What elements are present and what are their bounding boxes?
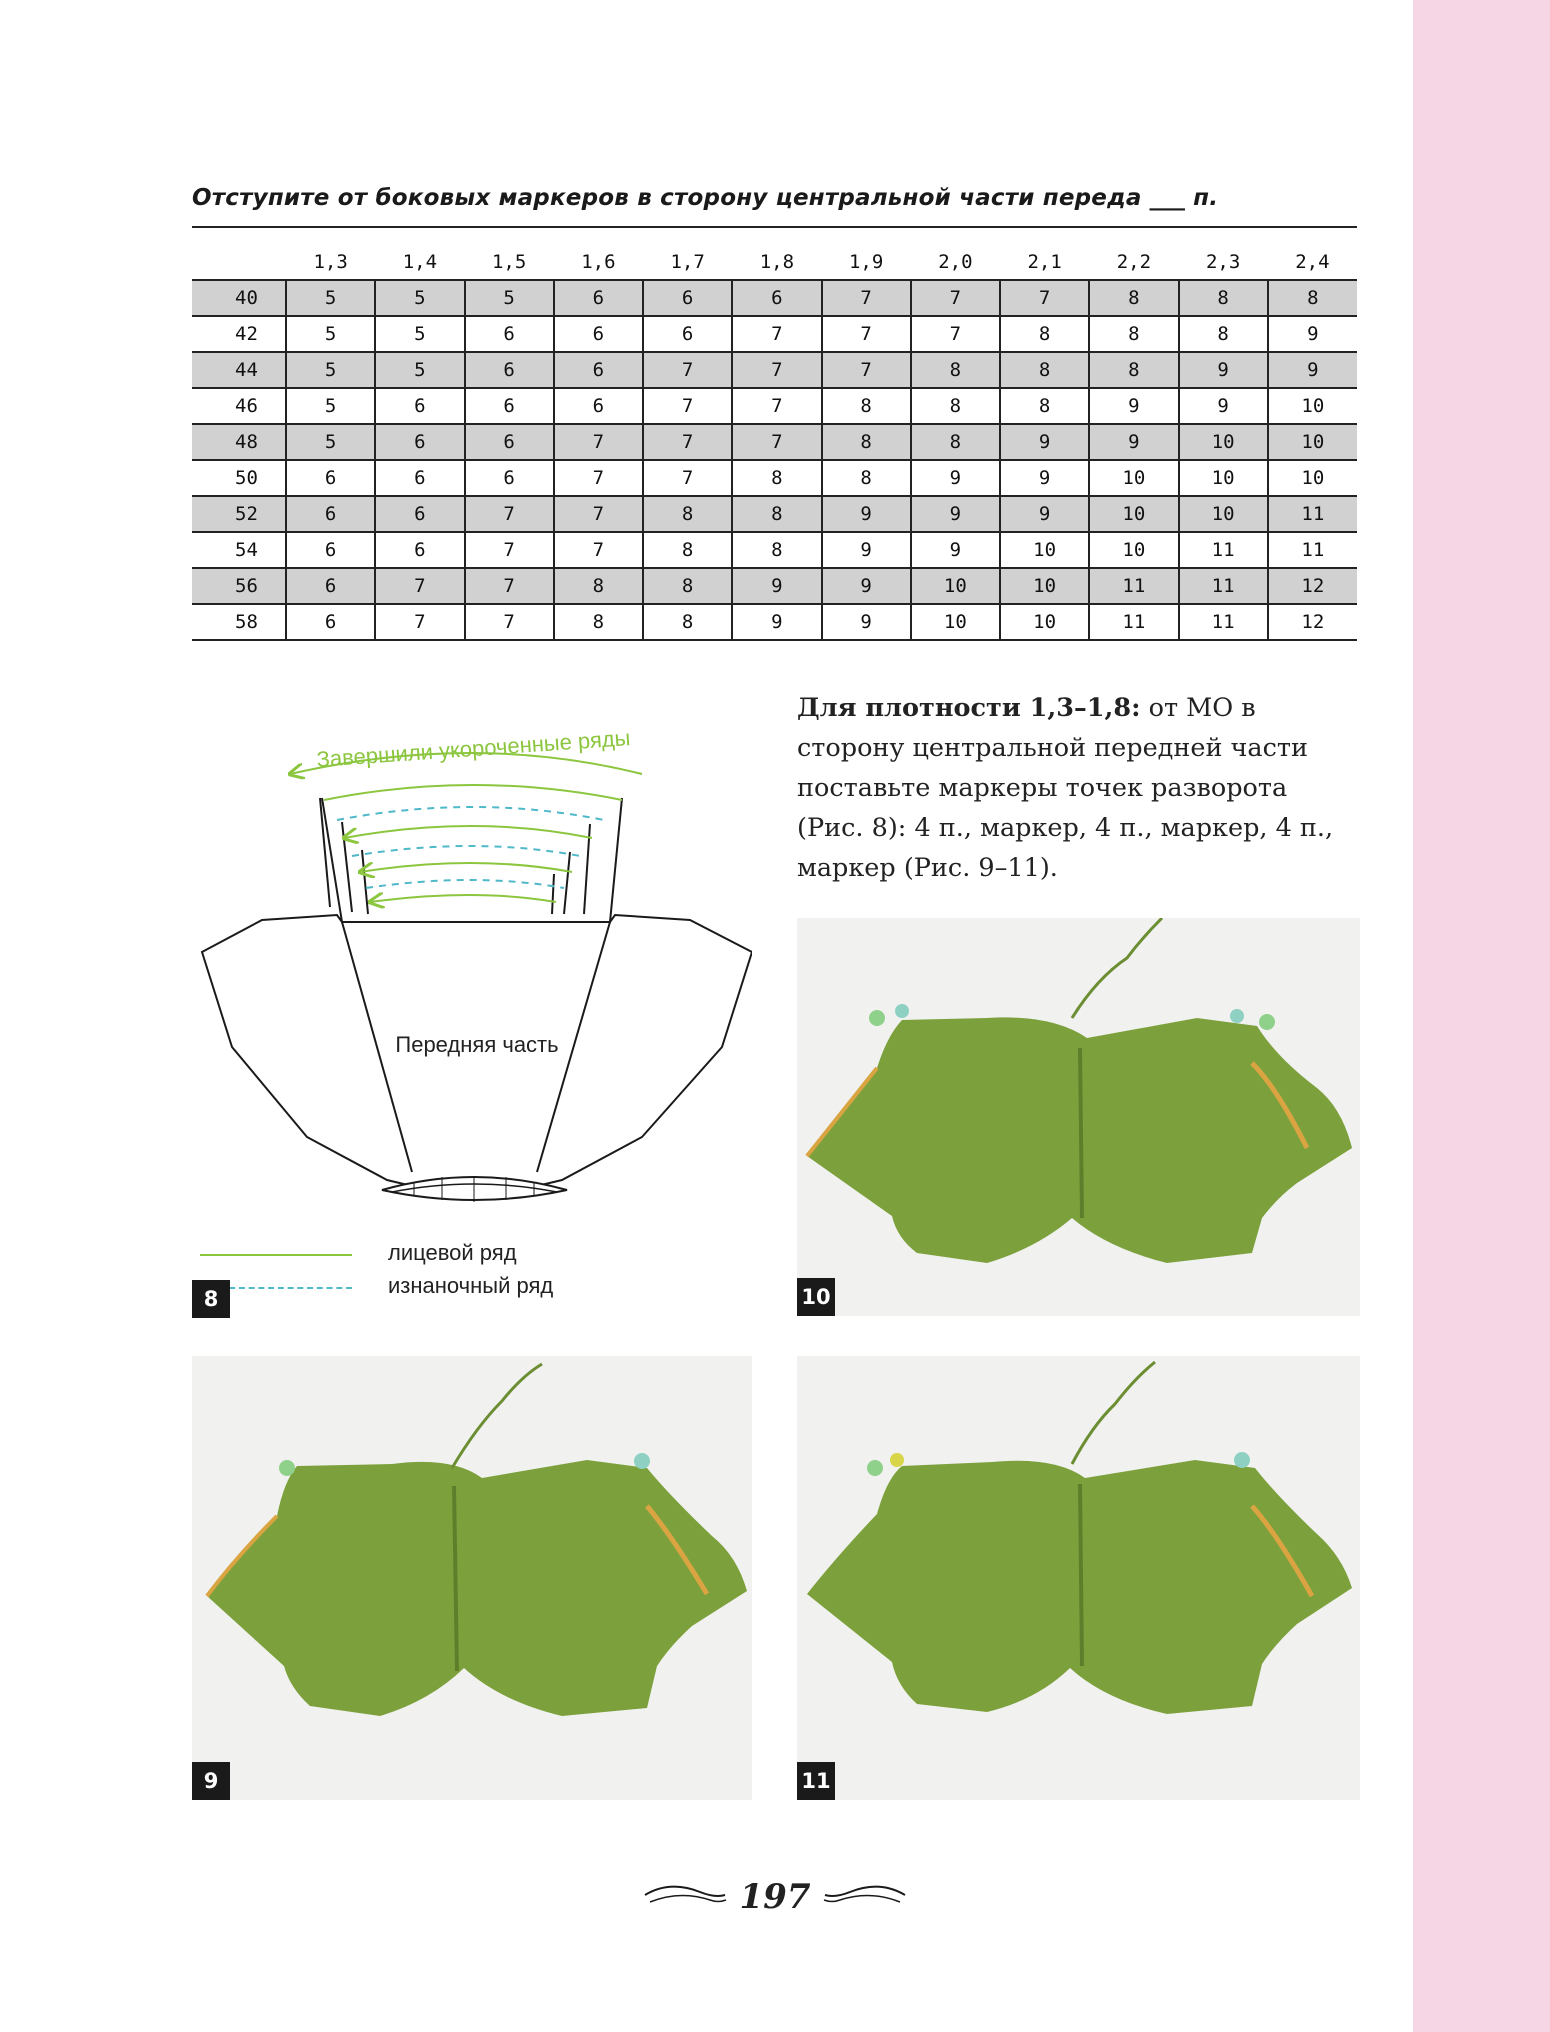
photo-figure-9 <box>192 1356 752 1800</box>
table-cell: 8 <box>554 568 643 604</box>
table-cell: 9 <box>911 532 1000 568</box>
table-cell: 11 <box>1179 532 1268 568</box>
row-size-cell: 44 <box>192 352 286 388</box>
column-header: 2,0 <box>911 244 1000 280</box>
row-size-cell: 58 <box>192 604 286 640</box>
row-size-cell: 42 <box>192 316 286 352</box>
front-part-label: Передняя часть <box>395 1032 559 1057</box>
table-cell: 9 <box>822 496 911 532</box>
table-cell: 5 <box>286 388 375 424</box>
table-cell: 7 <box>1000 280 1089 316</box>
table-cell: 7 <box>554 424 643 460</box>
paragraph-lead: Для плотности 1,3–1,8: <box>797 693 1141 723</box>
table-cell: 6 <box>375 424 464 460</box>
column-header: 1,3 <box>286 244 375 280</box>
table-cell: 10 <box>1000 532 1089 568</box>
column-header: 2,1 <box>1000 244 1089 280</box>
table-cell: 11 <box>1179 604 1268 640</box>
table-cell: 9 <box>1000 496 1089 532</box>
table-cell: 10 <box>1268 424 1357 460</box>
column-header: 1,5 <box>465 244 554 280</box>
arc-label: Завершили укороченные ряды <box>315 725 632 772</box>
table-cell: 10 <box>1089 496 1178 532</box>
table-cell: 6 <box>286 604 375 640</box>
table-row <box>192 532 1357 568</box>
table-cell: 8 <box>1089 316 1178 352</box>
table-cell: 7 <box>554 460 643 496</box>
knitted-piece-image <box>797 918 1360 1316</box>
table-cell: 8 <box>1000 352 1089 388</box>
table-cell: 8 <box>732 460 821 496</box>
table-cell: 9 <box>911 460 1000 496</box>
table-cell: 12 <box>1268 568 1357 604</box>
legend-front-line <box>200 1254 352 1256</box>
table-cell: 11 <box>1268 532 1357 568</box>
table-cell: 8 <box>1268 280 1357 316</box>
table-cell: 10 <box>1000 604 1089 640</box>
table-cell: 8 <box>1000 316 1089 352</box>
table-cell: 7 <box>643 388 732 424</box>
table-cell: 10 <box>1268 388 1357 424</box>
table-cell: 8 <box>643 496 732 532</box>
table-cell: 9 <box>1268 352 1357 388</box>
table-cell: 7 <box>643 352 732 388</box>
table-cell: 7 <box>732 388 821 424</box>
table-cell: 11 <box>1179 568 1268 604</box>
table-title-rule <box>192 226 1357 228</box>
table-cell: 7 <box>822 316 911 352</box>
table-cell: 5 <box>375 352 464 388</box>
knitted-piece-image <box>192 1356 752 1800</box>
table-cell: 6 <box>286 460 375 496</box>
table-cell: 5 <box>286 280 375 316</box>
table-cell: 10 <box>1179 496 1268 532</box>
table-cell: 7 <box>732 316 821 352</box>
table-cell: 6 <box>286 496 375 532</box>
table-cell: 9 <box>732 568 821 604</box>
stitch-offset-table <box>192 244 1357 641</box>
table-cell: 9 <box>1089 424 1178 460</box>
table-cell: 9 <box>1268 316 1357 352</box>
row-size-cell: 52 <box>192 496 286 532</box>
table-cell: 6 <box>465 352 554 388</box>
table-row <box>192 496 1357 532</box>
table-cell: 7 <box>822 280 911 316</box>
column-header: 1,7 <box>643 244 732 280</box>
table-cell: 7 <box>822 352 911 388</box>
table-cell: 6 <box>375 496 464 532</box>
table-cell: 11 <box>1268 496 1357 532</box>
table-row <box>192 568 1357 604</box>
table-row <box>192 352 1357 388</box>
table-cell: 11 <box>1089 604 1178 640</box>
table-cell: 7 <box>465 496 554 532</box>
row-size-cell: 46 <box>192 388 286 424</box>
table-cell: 9 <box>822 532 911 568</box>
table-row <box>192 280 1357 316</box>
table-corner-cell <box>192 244 286 280</box>
table-cell: 6 <box>643 280 732 316</box>
table-cell: 6 <box>554 388 643 424</box>
table-cell: 8 <box>732 532 821 568</box>
table-cell: 8 <box>554 604 643 640</box>
row-size-cell: 56 <box>192 568 286 604</box>
table-cell: 7 <box>375 604 464 640</box>
table-cell: 10 <box>1179 460 1268 496</box>
column-header: 1,9 <box>822 244 911 280</box>
table-cell: 6 <box>375 532 464 568</box>
table-cell: 11 <box>1089 568 1178 604</box>
photo-figure-11 <box>797 1356 1360 1800</box>
table-cell: 7 <box>465 604 554 640</box>
table-cell: 8 <box>1089 280 1178 316</box>
table-cell: 10 <box>1089 532 1178 568</box>
table-cell: 8 <box>1179 316 1268 352</box>
table-cell: 6 <box>643 316 732 352</box>
legend-front-label: лицевой ряд <box>388 1240 517 1265</box>
table-body <box>192 280 1357 640</box>
legend-back-label: изнаночный ряд <box>388 1273 554 1298</box>
page-edge-strip <box>1413 0 1550 2032</box>
table-cell: 9 <box>1089 388 1178 424</box>
table-cell: 7 <box>911 316 1000 352</box>
table-cell: 6 <box>465 316 554 352</box>
table-cell: 6 <box>375 460 464 496</box>
table-cell: 5 <box>375 280 464 316</box>
paragraph-text: от МО в сторону центральной передней части поставьте маркеры точек разворота (Рис. 8): 4 п., маркер, 4 п., маркер, 4 п., маркер (Рис. 9–11). <box>797 693 1334 883</box>
column-header: 1,4 <box>375 244 464 280</box>
table-cell: 10 <box>911 604 1000 640</box>
table-cell: 9 <box>732 604 821 640</box>
table-cell: 8 <box>1000 388 1089 424</box>
table-cell: 6 <box>554 316 643 352</box>
column-header: 2,3 <box>1179 244 1268 280</box>
table-cell: 9 <box>822 568 911 604</box>
table-cell: 9 <box>1179 388 1268 424</box>
figure-8-diagram <box>192 702 752 1318</box>
table-cell: 9 <box>1179 352 1268 388</box>
table-cell: 5 <box>465 280 554 316</box>
table-cell: 8 <box>643 568 732 604</box>
table-cell: 8 <box>911 424 1000 460</box>
table-cell: 7 <box>554 496 643 532</box>
table-cell: 5 <box>286 352 375 388</box>
row-size-cell: 40 <box>192 280 286 316</box>
table-cell: 7 <box>465 568 554 604</box>
table-cell: 9 <box>1000 424 1089 460</box>
instruction-paragraph <box>797 688 1357 888</box>
table-cell: 9 <box>822 604 911 640</box>
table-cell: 7 <box>732 352 821 388</box>
figure-number: 9 <box>192 1762 230 1800</box>
table-cell: 6 <box>732 280 821 316</box>
table-cell: 6 <box>554 352 643 388</box>
table-cell: 6 <box>554 280 643 316</box>
table-cell: 7 <box>643 460 732 496</box>
table-cell: 12 <box>1268 604 1357 640</box>
table-cell: 8 <box>1179 280 1268 316</box>
table-cell: 8 <box>822 388 911 424</box>
table-cell: 10 <box>1179 424 1268 460</box>
photo-figure-10 <box>797 918 1360 1316</box>
table-cell: 10 <box>1000 568 1089 604</box>
table-cell: 6 <box>375 388 464 424</box>
table-cell: 8 <box>822 424 911 460</box>
table-row <box>192 604 1357 640</box>
table-row <box>192 388 1357 424</box>
table-title: Отступите от боковых маркеров в сторону центральной части переда ___ п. <box>192 185 1219 211</box>
table-cell: 8 <box>911 388 1000 424</box>
table-cell: 7 <box>911 280 1000 316</box>
table-row <box>192 316 1357 352</box>
table-cell: 7 <box>643 424 732 460</box>
column-header: 1,8 <box>732 244 821 280</box>
table-cell: 7 <box>732 424 821 460</box>
table-row <box>192 460 1357 496</box>
table-cell: 8 <box>822 460 911 496</box>
table-header-row <box>192 244 1357 280</box>
table-cell: 5 <box>286 316 375 352</box>
table-cell: 8 <box>732 496 821 532</box>
column-header: 1,6 <box>554 244 643 280</box>
table-cell: 6 <box>286 568 375 604</box>
column-header: 2,2 <box>1089 244 1178 280</box>
table-cell: 9 <box>1000 460 1089 496</box>
table-cell: 7 <box>465 532 554 568</box>
table-row <box>192 424 1357 460</box>
table-cell: 6 <box>465 460 554 496</box>
row-size-cell: 48 <box>192 424 286 460</box>
table-cell: 9 <box>911 496 1000 532</box>
table-cell: 8 <box>1089 352 1178 388</box>
table-cell: 6 <box>465 388 554 424</box>
page-number: 197 <box>739 1877 811 1917</box>
row-size-cell: 54 <box>192 532 286 568</box>
table-cell: 8 <box>643 532 732 568</box>
table-cell: 10 <box>911 568 1000 604</box>
row-size-cell: 50 <box>192 460 286 496</box>
column-header: 2,4 <box>1268 244 1357 280</box>
figure-number: 11 <box>797 1762 835 1800</box>
figure-number: 8 <box>192 1280 230 1318</box>
table-cell: 10 <box>1089 460 1178 496</box>
table-cell: 6 <box>465 424 554 460</box>
short-rows-diagram <box>192 702 752 1318</box>
figure-number: 10 <box>797 1278 835 1316</box>
table-cell: 8 <box>643 604 732 640</box>
table-cell: 5 <box>286 424 375 460</box>
table-cell: 6 <box>286 532 375 568</box>
table-cell: 7 <box>375 568 464 604</box>
table-cell: 7 <box>554 532 643 568</box>
table-cell: 8 <box>911 352 1000 388</box>
table-cell: 5 <box>375 316 464 352</box>
table-cell: 10 <box>1268 460 1357 496</box>
knitted-piece-image <box>797 1356 1360 1800</box>
